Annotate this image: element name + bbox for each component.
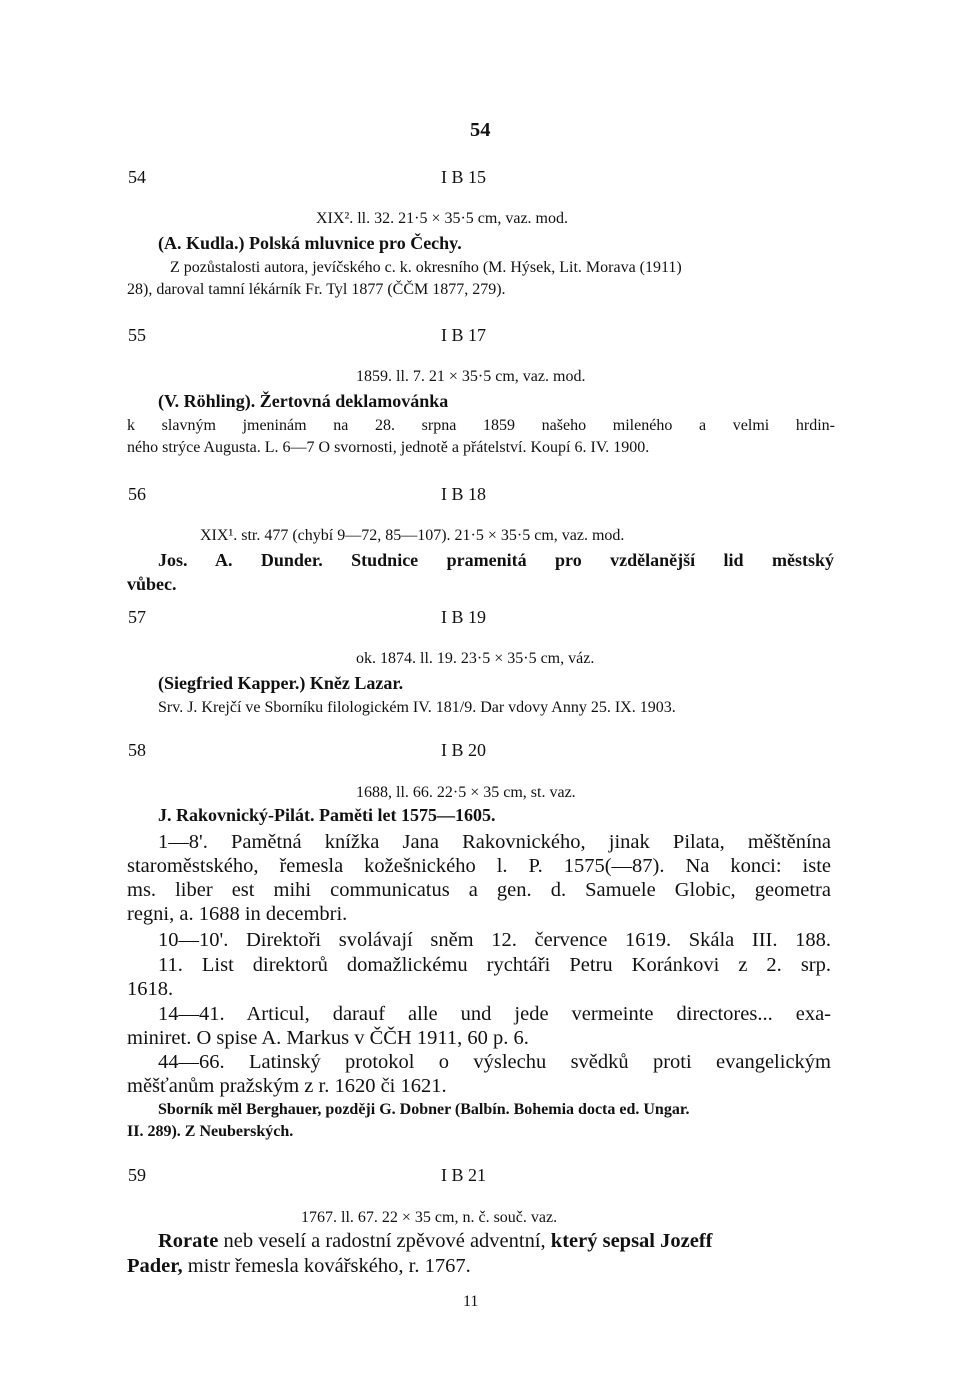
physical-description: 1859. ll. 7. 21 × 35·5 cm, vaz. mod. <box>356 368 586 385</box>
entry-number: 59 <box>128 1165 146 1185</box>
entry-heading <box>158 674 403 692</box>
note-line: Sborník měl Berghauer, později G. Dobner (Balbín. Bohemia docta ed. Ungar. <box>158 1101 690 1118</box>
body-line: 44—66. Latinský protokol o výslechu svědků proti evangelickým <box>158 1051 831 1073</box>
note-line: ného strýce Augusta. L. 6—7 O svornosti, jednotě a přátelství. Koupí 6. IV. 1900. <box>127 439 650 456</box>
physical-description: ok. 1874. ll. 19. 23·5 × 35·5 cm, váz. <box>356 650 595 667</box>
body-line: ms. liber est mihi communicatus a gen. d. Samuele Globic, geometra <box>127 879 831 901</box>
title-bold: Rorate <box>158 1230 219 1252</box>
note-line: Z pozůstalosti autora, jevíčského c. k. okresního (M. Hýsek, Lit. Morava (1911) <box>170 259 682 276</box>
title-text: mistr řemesla kovářského, r. 1767. <box>182 1255 471 1277</box>
page-number: 54 <box>470 119 491 141</box>
body-line: 1—8'. Pamětná knížka Jana Rakovnického, jinak Pilata, měštěnína <box>158 831 831 853</box>
physical-description: XIX¹. str. 477 (chybí 9—72, 85—107). 21·5 × 35·5 cm, vaz. mod. <box>200 527 625 544</box>
title: Žertovná deklamovánka <box>259 391 449 411</box>
title-continuation: vůbec. <box>127 574 177 594</box>
physical-description: 1688, ll. 66. 22·5 × 35 cm, st. vaz. <box>356 784 576 801</box>
shelf-signature: I B 20 <box>441 740 486 760</box>
author: (V. Röhling). <box>158 391 256 411</box>
title: Polská mluvnice pro Čechy. <box>249 233 462 253</box>
body-line: 14—41. Articul, darauf alle und jede vermeinte directores... exa- <box>158 1003 831 1025</box>
shelf-signature: I B 19 <box>441 607 486 627</box>
entry-number: 54 <box>128 167 146 187</box>
body-line: 1618. <box>127 978 174 1000</box>
note-line: II. 289). Z Neuberských. <box>127 1123 294 1140</box>
note-line: 28), daroval tamní lékárník Fr. Tyl 1877 (ČČM 1877, 279). <box>127 281 506 298</box>
entry-number: 56 <box>128 484 146 504</box>
physical-description: 1767. ll. 67. 22 × 35 cm, n. č. souč. vaz. <box>301 1209 558 1226</box>
physical-description: XIX². ll. 32. 21·5 × 35·5 cm, vaz. mod. <box>316 210 568 227</box>
body-line: měšťanům pražským z r. 1620 či 1621. <box>127 1075 447 1097</box>
body-line: regni, a. 1688 in decembri. <box>127 903 348 925</box>
author: J. Rakovnický-Pilát. <box>158 805 315 825</box>
shelf-signature: I B 18 <box>441 484 486 504</box>
note-line: k slavným jmeninám na 28. srpna 1859 našeho mileného a velmi hrdin- <box>127 417 835 434</box>
author-bold: který sepsal Jozeff <box>550 1230 713 1252</box>
author-bold: Pader, <box>127 1255 183 1277</box>
note-line: Srv. J. Krejčí ve Sborníku filologickém IV. 181/9. Dar vdovy Anny 25. IX. 1903. <box>158 699 676 716</box>
shelf-signature: I B 17 <box>441 325 486 345</box>
title-line <box>158 1231 712 1252</box>
body-line: 11. List direktorů domažlickému rychtáři Petru Koránkovi z 2. srp. <box>158 954 831 976</box>
body-line: staroměstského, řemesla kožešnického l. P. 1575(—87). Na konci: iste <box>127 855 831 877</box>
author: (Siegfried Kapper.) <box>158 673 306 693</box>
entry-number: 57 <box>128 607 146 627</box>
title-line <box>127 1256 471 1277</box>
footer-number: 11 <box>463 1293 479 1310</box>
body-line: miniret. O spise A. Markus v ČČH 1911, 60 p. 6. <box>127 1027 529 1049</box>
entry-number: 55 <box>128 325 146 345</box>
shelf-signature: I B 15 <box>441 167 486 187</box>
entry-heading <box>158 806 495 824</box>
shelf-signature: I B 21 <box>441 1165 486 1185</box>
title: Kněz Lazar. <box>309 673 404 693</box>
entry-heading <box>158 234 462 252</box>
title: Paměti let 1575—1605. <box>319 805 496 825</box>
author: (A. Kudla.) <box>158 233 245 253</box>
entry-heading <box>158 392 448 410</box>
title: Jos. A. Dunder. Studnice pramenitá pro vzdělanější lid městský <box>158 550 834 570</box>
title-text: neb veselí a radostní zpěvové adventní, <box>218 1230 551 1252</box>
entry-number: 58 <box>128 740 146 760</box>
body-line: 10—10'. Direktoři svolávají sněm 12. července 1619. Skála III. 188. <box>158 929 831 951</box>
